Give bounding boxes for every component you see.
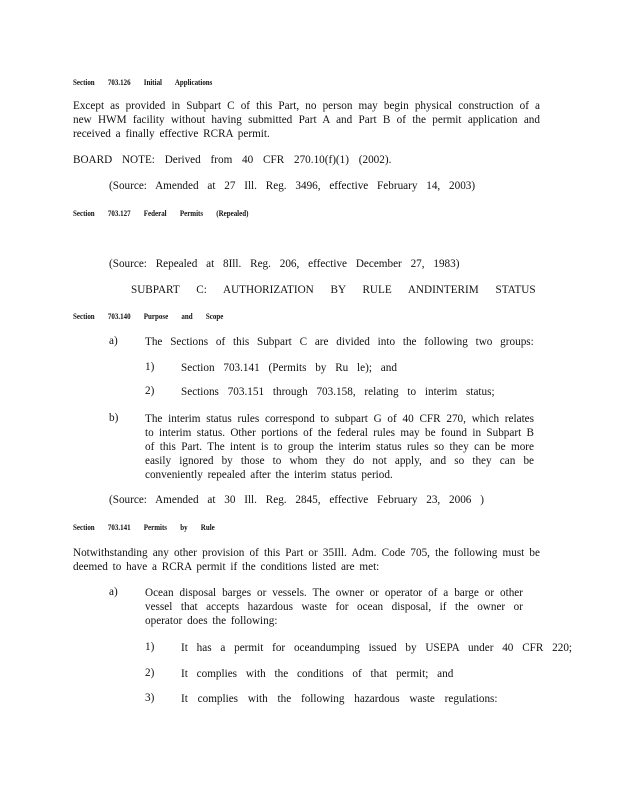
subpart-c-title: SUBPART C: AUTHORIZATION BY RULE ANDINTERIM STATUS [131,284,536,296]
section-703-141-intro: Notwithstanding any other provision of this Part or 35Ill. Adm. Code 705, the following must be deemed to have a RCRA permit if the conditions listed are met: [73,547,540,573]
rule-a3-text: It complies with the following hazardous waste regulations: [181,693,498,705]
section-703-126-body: Except as provided in Subpart C of this Part, no person may begin physical construction of a new HWM facility without having submitted Part A and Part B of the permit application and received a finally effective RCRA permit. [73,100,540,140]
item-a-text: The Sections of this Subpart C are divided into the following two groups: [145,336,534,348]
section-703-126-heading: Section 703.126 Initial Applications [73,77,213,87]
section-703-126-source: (Source: Amended at 27 Ill. Reg. 3496, effective February 14, 2003) [109,180,476,192]
rule-label-a2: 2) [145,667,155,679]
rule-a1-text: It has a permit for oceandumping issued by USEPA under 40 CFR 220; [181,642,573,654]
item-label-a: a) [109,335,118,347]
rule-a2-text: It complies with the conditions of that permit; and [181,668,454,680]
item-label-a1: 1) [145,361,155,373]
item-a1-text: Section 703.141 (Permits by Ru le); and [181,362,397,374]
section-703-127-heading: Section 703.127 Federal Permits (Repealed) [73,208,249,218]
rule-label-a3: 3) [145,692,155,704]
section-703-141-heading: Section 703.141 Permits by Rule [73,522,215,532]
item-label-a2: 2) [145,385,155,397]
rule-a-text: Ocean disposal barges or vessels. The owner or operator of a barge or other vessel that accepts hazardous waste for ocean disposal, if the owner or operator does the following: [145,587,523,627]
section-703-140-source: (Source: Amended at 30 Ill. Reg. 2845, effective February 23, 2006 ) [109,494,484,506]
board-note: BOARD NOTE: Derived from 40 CFR 270.10(f)(1) (2002). [73,154,392,166]
rule-label-a1: 1) [145,641,155,653]
item-b-text: The interim status rules correspond to subpart G of 40 CFR 270, which relates to interim status. Other portions of the federal rules may be found in Subpart B of this Part. The intent is to group the interim status rules so they can be more easily ignored by those to whom they do not apply, and so they can be conveniently repealed after the interim status period. [145,413,534,481]
section-703-140-heading: Section 703.140 Purpose and Scope [73,311,224,321]
item-a2-text: Sections 703.151 through 703.158, relating to interim status; [181,386,495,398]
section-703-127-source: (Source: Repealed at 8Ill. Reg. 206, effective December 27, 1983) [109,258,460,270]
rule-label-a: a) [109,586,118,598]
item-label-b: b) [109,412,119,424]
